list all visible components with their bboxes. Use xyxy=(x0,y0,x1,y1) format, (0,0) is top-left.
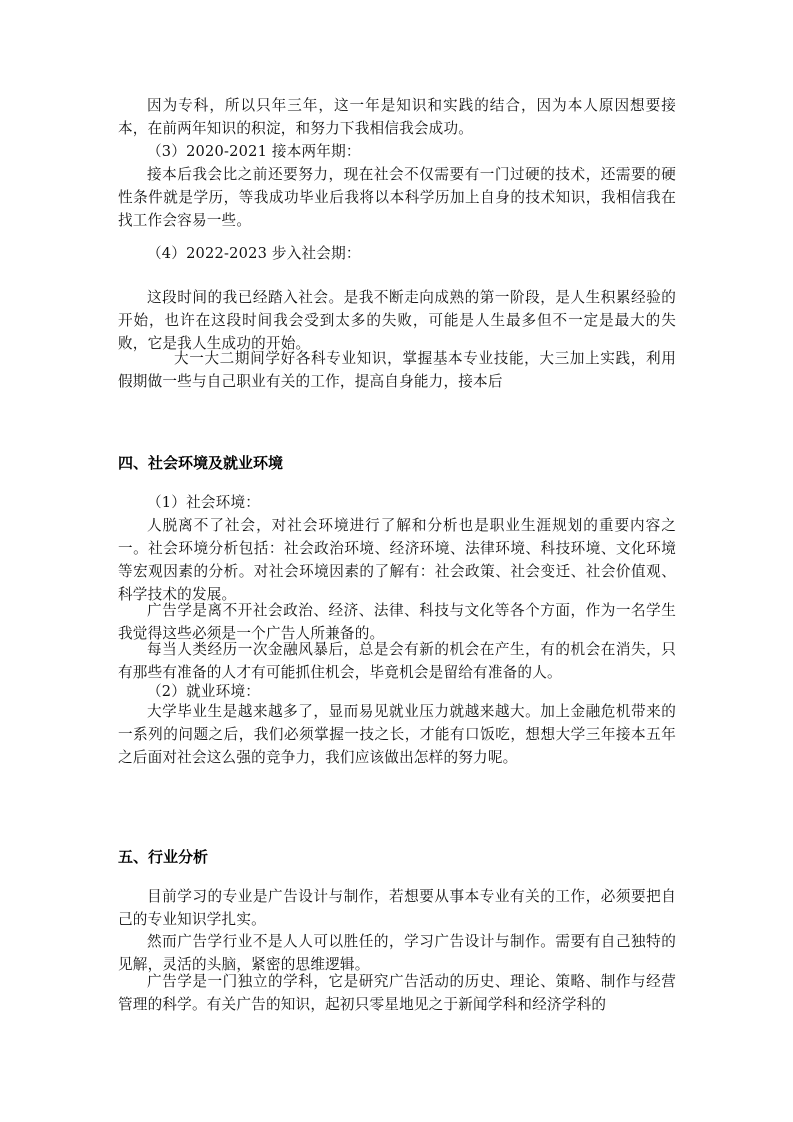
paragraph: 广告学是一门独立的学科，它是研究广告活动的历史、理论、策略、制作与经营管理的科学。有关广告的知识，起初只零星地见之于新闻学科和经济学科的 xyxy=(118,973,676,1013)
subheading: （1）社会环境： xyxy=(147,494,261,511)
paragraph: 因为专科，所以只年三年，这一年是知识和实践的结合，因为本人原因想要接本，在前两年知识的积淀，和努力下我相信我会成功。 xyxy=(118,97,676,137)
paragraph: 人脱离不了社会，对社会环境进行了解和分析也是职业生涯规划的重要内容之一。社会环境分析包括：社会政治环境、经济环境、法律环境、科技环境、文化环境等宏观因素的分析。对社会环境因素的了解有：社会政策、社会变迁、社会价值观、科学技术的发展。 xyxy=(118,517,676,603)
section-heading: 五、行业分析 xyxy=(118,848,209,866)
section-heading: 四、社会环境及就业环境 xyxy=(118,454,284,472)
paragraph: 接本后我会比之前还要努力，现在社会不仅需要有一门过硬的技术，还需要的硬性条件就是学历，等我成功毕业后我将以本科学历加上自身的技术知识，我相信我在找工作会容易一些。 xyxy=(118,166,676,229)
paragraph: 大学毕业生是越来越多了，显而易见就业压力就越来越大。加上金融危机带来的一系列的问题之后，我们必须掌握一技之长，才能有口饭吃，想想大学三年接本五年之后面对社会这么强的竞争力，我们应该做出怎样的努力呢。 xyxy=(118,703,676,766)
subheading: （3）2020-2021 接本两年期： xyxy=(147,143,361,160)
paragraph: 广告学是离不开社会政治、经济、法律、科技与文化等各个方面，作为一名学生我觉得这些必须是一个广告人所兼备的。 xyxy=(118,602,676,642)
paragraph: 目前学习的专业是广告设计与制作，若想要从事本专业有关的工作，必须要把自己的专业知识学扎实。 xyxy=(118,888,676,928)
paragraph: 大一大二期间学好各科专业知识，掌握基本专业技能，大三加上实践，利用假期做一些与自己职业有关的工作，提高自身能力，接本后 xyxy=(118,350,676,390)
subheading: （4）2022-2023 步入社会期： xyxy=(147,245,361,262)
paragraph: 每当人类经历一次金融风暴后，总是会有新的机会在产生，有的机会在消失，只有那些有准备的人才有可能抓住机会，毕竟机会是留给有准备的人。 xyxy=(118,641,676,681)
subheading: （2）就业环境： xyxy=(147,683,261,700)
paragraph: 然而广告学行业不是人人可以胜任的，学习广告设计与制作。需要有自己独特的见解，灵活的头脑，紧密的思维逻辑。 xyxy=(118,933,676,973)
paragraph: 这段时间的我已经踏入社会。是我不断走向成熟的第一阶段，是人生积累经验的开始，也许在这段时间我会受到太多的失败，可能是人生最多但不一定是最大的失败，它是我人生成功的开始。 xyxy=(118,289,676,352)
